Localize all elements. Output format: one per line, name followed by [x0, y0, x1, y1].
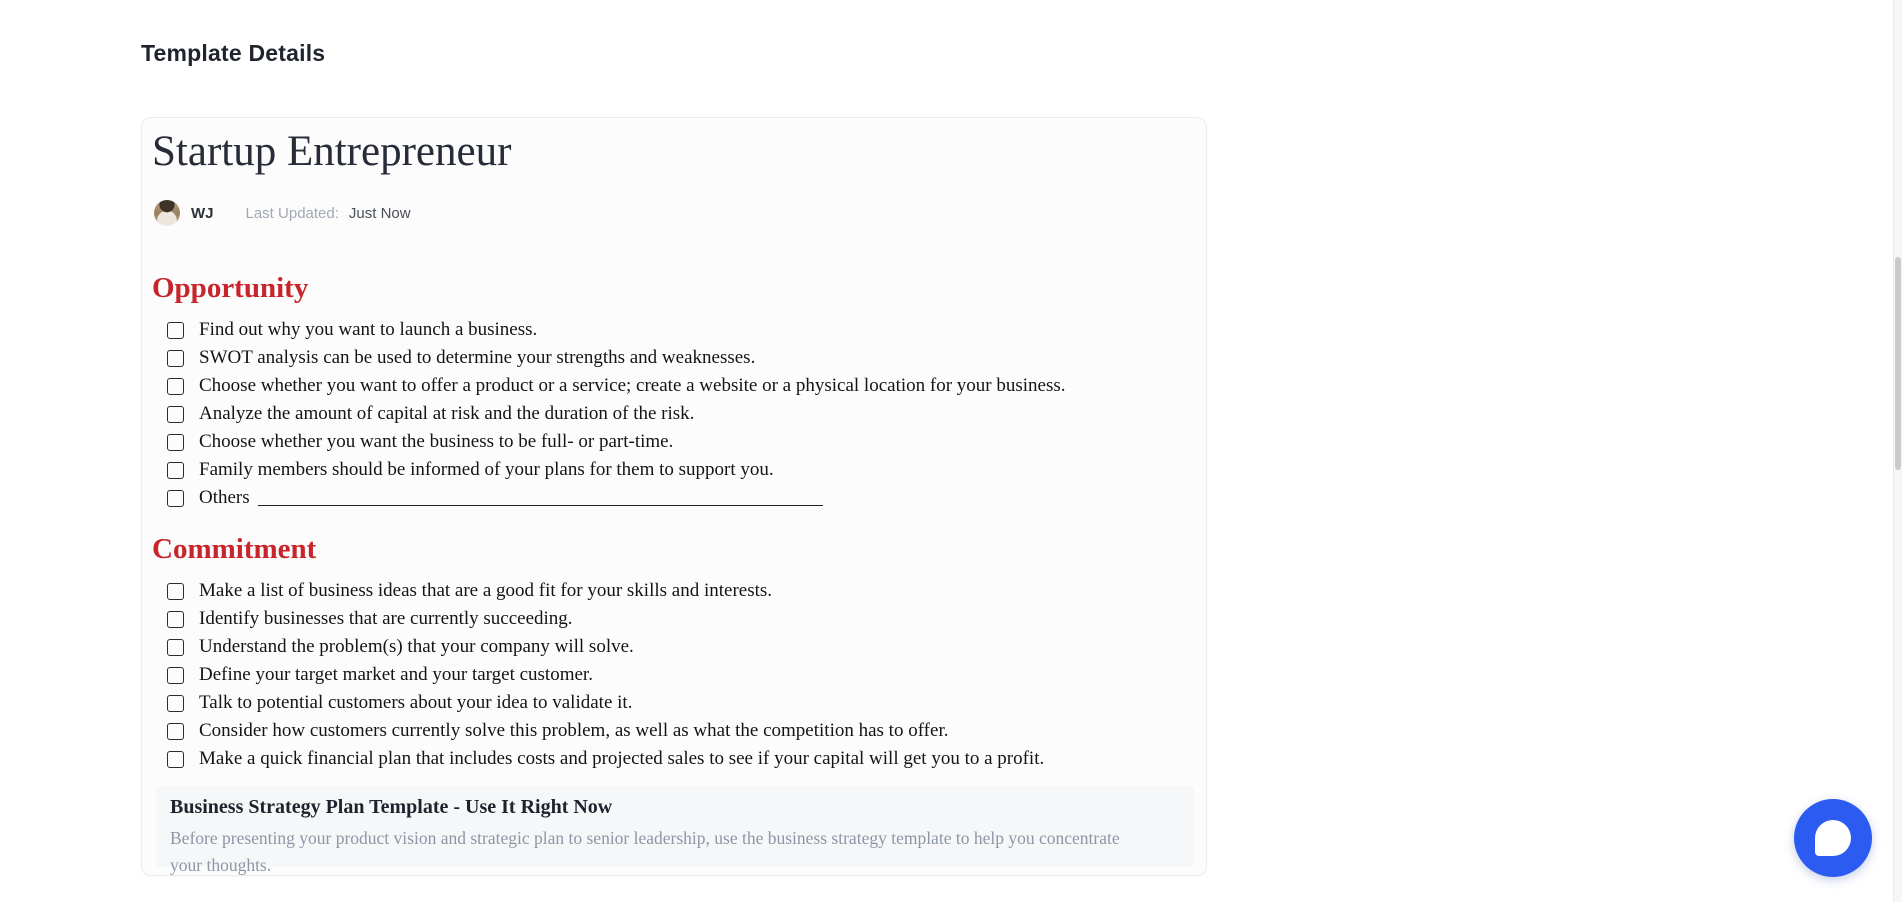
- checklist-item: [142, 316, 1200, 344]
- section-heading-opportunity: Opportunity: [152, 272, 309, 304]
- checklist-item-label: Choose whether you want the business to be full- or part-time.: [199, 431, 674, 452]
- checklist-item-others: [142, 484, 1200, 512]
- checkbox[interactable]: [167, 322, 184, 339]
- checklist-item-label: Define your target market and your target customer.: [199, 664, 593, 685]
- checklist-item: [142, 689, 1200, 717]
- scrollbar[interactable]: [1893, 0, 1902, 902]
- checklist-item-label: Find out why you want to launch a business.: [199, 319, 538, 340]
- author-avatar[interactable]: [154, 200, 180, 226]
- checklist-item-label: Make a quick financial plan that includes costs and projected sales to see if your capital will get you to a profit.: [199, 748, 1045, 769]
- fill-in-blank-line: [258, 505, 823, 506]
- checklist-commitment: [142, 577, 1200, 773]
- checklist-item: [142, 577, 1200, 605]
- checklist-item-label: Others: [199, 487, 250, 508]
- checkbox[interactable]: [167, 406, 184, 423]
- checklist-item: [142, 428, 1200, 456]
- footer-description: Before presenting your product vision and strategic plan to senior leadership, use the business strategy template to help you concentrate your thoughts.: [170, 828, 1120, 875]
- checklist-item: [142, 661, 1200, 689]
- page-title: Template Details: [141, 40, 326, 66]
- checkbox[interactable]: [167, 611, 184, 628]
- chat-bubble-icon: [1815, 820, 1851, 856]
- template-card: [141, 117, 1207, 876]
- checklist-item: [142, 372, 1200, 400]
- author-initials: WJ: [191, 204, 214, 222]
- checklist-opportunity: [142, 316, 1200, 512]
- footer-heading: Business Strategy Plan Template - Use It Right Now: [170, 796, 613, 818]
- checklist-item: [142, 717, 1200, 745]
- checklist-item-label: Consider how customers currently solve this problem, as well as what the competition has to offer.: [199, 720, 949, 741]
- last-updated-label: Last Updated:: [245, 204, 339, 222]
- checklist-item-label: Identify businesses that are currently succeeding.: [199, 608, 573, 629]
- checkbox[interactable]: [167, 723, 184, 740]
- checkbox[interactable]: [167, 583, 184, 600]
- checklist-item: [142, 745, 1200, 773]
- checkbox[interactable]: [167, 434, 184, 451]
- checklist-item: [142, 456, 1200, 484]
- chat-launcher-button[interactable]: [1794, 799, 1872, 877]
- last-updated-value: Just Now: [348, 204, 411, 222]
- checklist-item-label: Understand the problem(s) that your company will solve.: [199, 636, 634, 657]
- section-heading-commitment: Commitment: [152, 533, 317, 565]
- checkbox[interactable]: [167, 667, 184, 684]
- checkbox[interactable]: [167, 462, 184, 479]
- checkbox[interactable]: [167, 695, 184, 712]
- template-title: Startup Entrepreneur: [152, 128, 512, 175]
- template-meta-row: [154, 200, 411, 226]
- checkbox[interactable]: [167, 378, 184, 395]
- checklist-item-label: Talk to potential customers about your idea to validate it.: [199, 692, 633, 713]
- checkbox[interactable]: [167, 639, 184, 656]
- checklist-item-label: Analyze the amount of capital at risk and the duration of the risk.: [199, 403, 695, 424]
- checklist-item: [142, 400, 1200, 428]
- checkbox[interactable]: [167, 350, 184, 367]
- checklist-item: [142, 344, 1200, 372]
- checklist-item-label: SWOT analysis can be used to determine your strengths and weaknesses.: [199, 347, 756, 368]
- checklist-item-label: Choose whether you want to offer a product or a service; create a website or a physical location for your business.: [199, 375, 1066, 396]
- template-footer-callout: [156, 786, 1194, 875]
- scrollbar-thumb[interactable]: [1895, 257, 1901, 470]
- checklist-item: [142, 605, 1200, 633]
- checklist-item-label: Family members should be informed of your plans for them to support you.: [199, 459, 774, 480]
- checklist-item: [142, 633, 1200, 661]
- checkbox[interactable]: [167, 490, 184, 507]
- checkbox[interactable]: [167, 751, 184, 768]
- checklist-item-label: Make a list of business ideas that are a good fit for your skills and interests.: [199, 580, 773, 601]
